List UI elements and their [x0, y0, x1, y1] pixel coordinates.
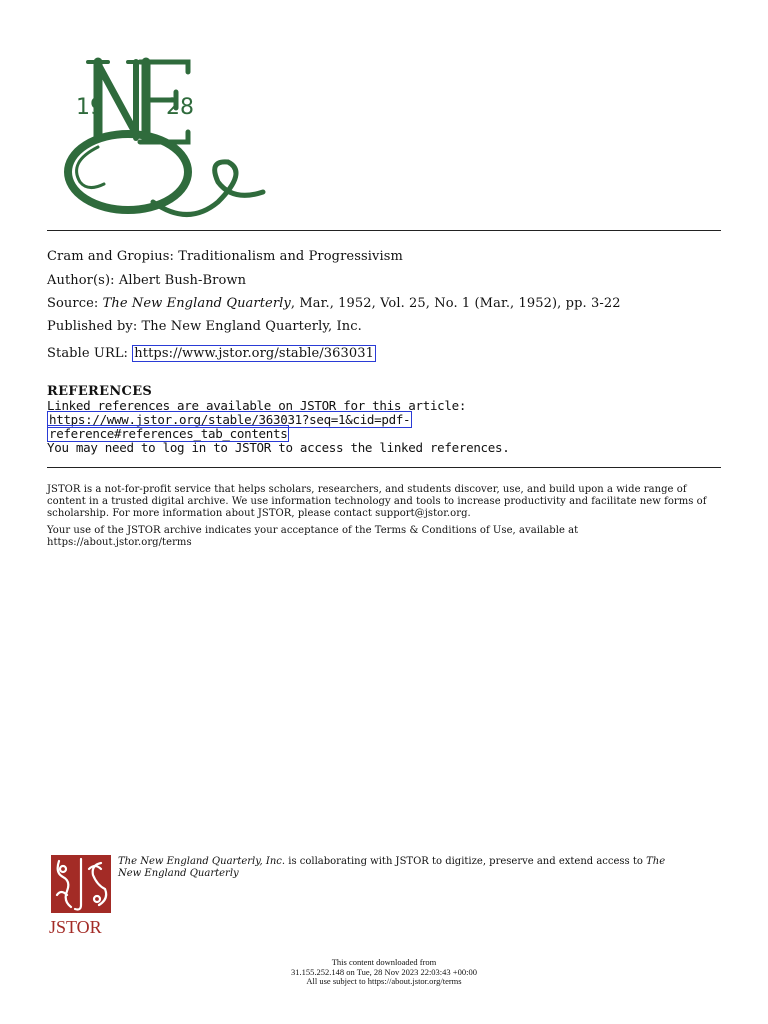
logo-year-right: 28	[166, 95, 194, 120]
article-title: Cram and Gropius: Traditionalism and Progressivism	[47, 249, 403, 264]
footer-line1: This content downloaded from	[331, 957, 437, 967]
source-line	[47, 296, 621, 311]
stable-url-link[interactable]: https://www.jstor.org/stable/363031	[134, 346, 374, 361]
terms-text: Your use of the JSTOR archive indicates your acceptance of the Terms & Conditions of Use, available at https://about.jstor.org/terms	[47, 525, 579, 548]
stable-url-label: Stable URL:	[47, 346, 129, 361]
references-intro: Linked references are available on JSTOR for this article:	[47, 398, 467, 413]
author-line	[47, 273, 246, 288]
neq-logo	[58, 52, 268, 220]
footer-line3: All use subject to https://about.jstor.org/terms	[306, 976, 462, 986]
references-login-note: You may need to log in to JSTOR to access the linked references.	[47, 440, 510, 455]
jstor-logo	[49, 855, 115, 935]
references-link-line2[interactable]	[47, 426, 289, 441]
source-journal: The New England Quarterly	[102, 296, 291, 311]
source-details: , Mar., 1952, Vol. 25, No. 1 (Mar., 1952), pp. 3-22	[290, 296, 621, 311]
stable-url-line	[47, 346, 376, 361]
collab-journal: The New England Quarterly	[118, 856, 666, 879]
collaboration-text	[118, 856, 678, 880]
middle-divider	[47, 467, 721, 468]
publisher-line	[47, 319, 362, 334]
references-heading: REFERENCES	[47, 384, 153, 399]
references-link-part2[interactable]: reference#references_tab_contents	[49, 426, 288, 441]
collab-publisher: The New England Quarterly, Inc.	[118, 856, 286, 867]
logo-year-left: 19	[76, 95, 104, 120]
source-label: Source:	[47, 296, 99, 311]
collab-middle: is collaborating with JSTOR to digitize, preserve and extend access to	[285, 856, 647, 867]
author-name: Albert Bush-Brown	[118, 273, 247, 288]
jstor-logo-label: JSTOR	[49, 917, 102, 935]
download-footer	[0, 958, 768, 987]
top-divider	[47, 230, 721, 231]
footer-line2: 31.155.252.148 on Tue, 28 Nov 2023 22:03:43 +00:00	[291, 966, 477, 977]
jstor-about-text: JSTOR is a not-for-profit service that helps scholars, researchers, and students discover, use, and build upon a wide range of content in a trusted digital archive. We use information technology and tools to increase productivity and facilitate new forms of scholarship. For more information about JSTOR, please contact support@jstor.org.	[47, 484, 707, 519]
references-link-part1[interactable]: https://www.jstor.org/stable/363031?seq=1&cid=pdf-	[49, 412, 411, 427]
author-label: Author(s):	[47, 273, 115, 288]
publisher-name: The New England Quarterly, Inc.	[141, 319, 362, 334]
publisher-label: Published by:	[47, 319, 138, 334]
